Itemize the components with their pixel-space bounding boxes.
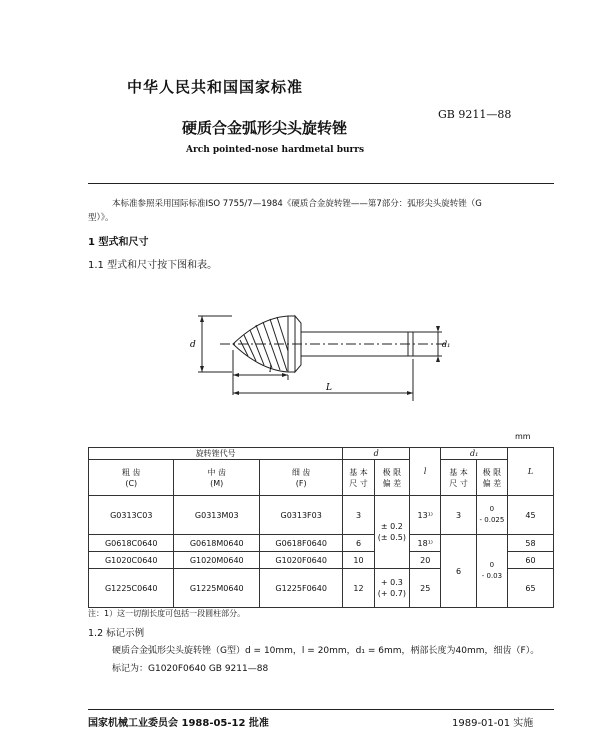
title-cn: 硬质合金弧形尖头旋转锉 <box>182 119 348 137</box>
cell-fine: G0313F03 <box>259 496 342 535</box>
section-1-heading: 1 型式和尺寸 <box>88 237 149 248</box>
standard-number: GB 9211—88 <box>438 108 512 121</box>
intro-line-2: 型）》。 <box>88 213 114 223</box>
cell-l: 13¹⁾ <box>410 496 441 535</box>
title-en: Arch pointed-nose hardmetal burrs <box>186 145 365 155</box>
approval-date: 国家机械工业委员会 1988-05-12 批准 <box>88 718 269 729</box>
header-d1-limit <box>476 460 507 496</box>
cell-coarse: G0618C0640 <box>89 535 174 552</box>
tol-d-large: + 0.3 <box>380 578 403 587</box>
cell-l: 18¹⁾ <box>410 535 441 552</box>
cell-l: 20 <box>410 552 441 569</box>
tol-d-large-paren: (+ 0.7) <box>377 589 406 598</box>
cell-d1-tol-a <box>476 496 507 535</box>
effective-date: 1989-01-01 实施 <box>452 718 534 729</box>
tol-d1-b-bot: - 0.03 <box>481 572 503 580</box>
cell-coarse: G1020C0640 <box>89 552 174 569</box>
cell-fine: G1020F0640 <box>259 552 342 569</box>
cell-fine: G0618F0640 <box>259 535 342 552</box>
header-divider <box>88 183 554 184</box>
header-d-basic <box>343 460 374 496</box>
cell-l: 25 <box>410 569 441 608</box>
cell-medium: G0313M03 <box>174 496 259 535</box>
burr-drawing <box>180 295 460 410</box>
tol-d1-a-bot: - 0.025 <box>479 516 505 524</box>
header-fine-label: 细 齿 <box>291 467 311 477</box>
header-coarse <box>89 460 174 496</box>
tol-d-small: ± 0.2 <box>380 522 403 531</box>
header-d1-basic-2: 尺 寸 <box>449 478 468 488</box>
cell-d1-merged: 6 <box>441 535 476 608</box>
header-medium <box>174 460 259 496</box>
cell-medium: G1225M0640 <box>174 569 259 608</box>
header-d1: d₁ <box>441 448 508 460</box>
dim-L-label: L <box>326 383 332 393</box>
header-coarse-label: 粗 齿 <box>121 467 141 477</box>
header-code: 旋转锉代号 <box>89 448 343 460</box>
header-d1-basic-1: 基 本 <box>449 467 468 477</box>
spec-table <box>88 447 554 608</box>
cell-L: 58 <box>508 535 554 552</box>
cell-coarse: G1225C0640 <box>89 569 174 608</box>
header-d-limit-1: 极 限 <box>382 467 402 477</box>
cell-d-tol-large <box>374 569 409 608</box>
cell-d-tol-small <box>374 496 409 569</box>
cell-d: 6 <box>343 535 374 552</box>
tol-d1-b-top: 0 <box>489 561 495 569</box>
cell-L: 60 <box>508 552 554 569</box>
header-l: l <box>410 448 441 496</box>
tol-d1-a-top: 0 <box>489 505 495 513</box>
dim-l-label: l <box>269 365 272 375</box>
marking-code: 标记为：G1020F0640 GB 9211—88 <box>112 664 269 674</box>
header-medium-code: (M) <box>210 478 224 488</box>
header-L: L <box>508 448 554 496</box>
intro-line-1: 本标准参照采用国际标准ISO 7755/7—1984《硬质合金旋转锉——第7部分：弧形尖头旋转锉（G <box>112 199 482 209</box>
cell-d: 3 <box>343 496 374 535</box>
tol-d-small-paren: (± 0.5) <box>377 533 406 542</box>
cell-L: 65 <box>508 569 554 608</box>
cell-d1-tol-b <box>476 535 507 608</box>
cell-fine: G1225F0640 <box>259 569 342 608</box>
header-coarse-code: (C) <box>125 478 138 488</box>
dim-d-label: d <box>190 340 196 350</box>
header-d1-limit-1: 极 限 <box>482 467 502 477</box>
cell-L: 45 <box>508 496 554 535</box>
header-d-basic-1: 基 本 <box>349 467 368 477</box>
header-d: d <box>343 448 410 460</box>
section-1-2-heading: 1.2 标记示例 <box>88 628 145 639</box>
header-d1-basic <box>441 460 476 496</box>
marking-example: 硬质合金弧形尖头旋转锉（G型）d = 10mm，l = 20mm，d₁ = 6mm，柄部长度为40mm，细齿（F）。 <box>112 646 540 656</box>
unit-label: mm <box>515 432 531 441</box>
footer-divider <box>88 709 554 710</box>
dim-d1-label: d₁ <box>442 340 451 349</box>
cell-medium: G1020M0640 <box>174 552 259 569</box>
cell-d: 10 <box>343 552 374 569</box>
cell-d1: 3 <box>441 496 476 535</box>
header-d-limit-2: 偏 差 <box>382 478 402 488</box>
header-fine <box>259 460 342 496</box>
cell-coarse: G0313C03 <box>89 496 174 535</box>
org-title: 中华人民共和国国家标准 <box>126 78 303 96</box>
cell-d: 12 <box>343 569 374 608</box>
table-row <box>89 535 554 552</box>
table-note: 注：1）这一切削长度可包括一段圆柱部分。 <box>88 609 246 618</box>
section-1-1-heading: 1.1 型式和尺寸按下图和表。 <box>88 260 218 271</box>
header-medium-label: 中 齿 <box>207 467 226 477</box>
cell-medium: G0618M0640 <box>174 535 259 552</box>
header-fine-code: (F) <box>295 478 307 488</box>
header-d1-limit-2: 偏 差 <box>482 478 502 488</box>
header-d-basic-2: 尺 寸 <box>349 478 368 488</box>
header-d-limit <box>374 460 409 496</box>
table-row <box>89 496 554 535</box>
